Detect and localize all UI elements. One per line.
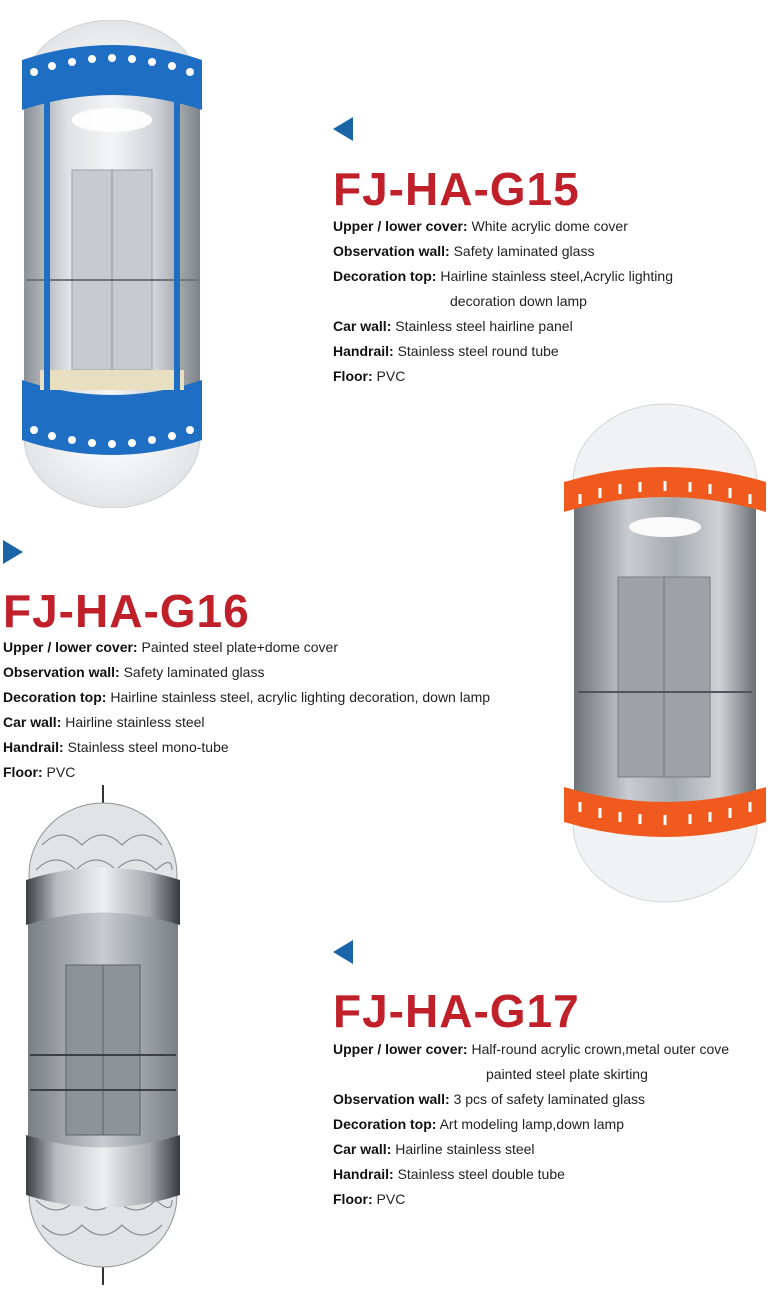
spec-label: Decoration top: [333, 1116, 437, 1132]
spec-label: Decoration top: [333, 268, 437, 284]
elevator-image-g16 [560, 402, 770, 904]
spec-value: Stainless steel double tube [397, 1166, 565, 1182]
spec-label: Upper / lower cover: [333, 218, 468, 234]
spec-list-g16 [3, 635, 490, 785]
spec-item [333, 1137, 770, 1162]
spec-label: Decoration top: [3, 689, 107, 705]
spec-value: Stainless steel round tube [397, 343, 559, 359]
spec-item [333, 1112, 770, 1137]
spec-value: Hairline stainless steel, acrylic lighting decoration, down lamp [110, 689, 491, 705]
spec-label: Observation wall: [333, 1091, 450, 1107]
spec-item [3, 710, 490, 735]
spec-value: Art modeling lamp,down lamp [439, 1116, 624, 1132]
spec-item [333, 1187, 770, 1212]
spec-item [3, 685, 490, 710]
spec-value: Safety laminated glass [123, 664, 265, 680]
spec-label: Handrail: [333, 1166, 394, 1182]
spec-label: Handrail: [333, 343, 394, 359]
spec-item [333, 214, 673, 239]
spec-value: Stainless steel hairline panel [395, 318, 573, 334]
spec-label: Car wall: [333, 318, 392, 334]
spec-item [3, 660, 490, 685]
spec-item [3, 635, 490, 660]
spec-value: 3 pcs of safety laminated glass [453, 1091, 646, 1107]
model-title-g15: FJ-HA-G15 [333, 163, 580, 215]
spec-label: Floor: [333, 1191, 373, 1207]
spec-item [333, 364, 673, 389]
spec-label: Floor: [3, 764, 43, 780]
spec-label: Upper / lower cover: [3, 639, 138, 655]
spec-item [333, 1162, 770, 1187]
spec-label: Handrail: [3, 739, 64, 755]
spec-label: Observation wall: [333, 243, 450, 259]
spec-value: Hairline stainless steel [65, 714, 205, 730]
model-title-g16: FJ-HA-G16 [3, 585, 250, 637]
spec-label: Floor: [333, 368, 373, 384]
spec-item [333, 339, 673, 364]
elevator-image-g15 [18, 20, 206, 508]
spec-item [333, 239, 673, 264]
spec-label: Upper / lower cover: [333, 1041, 468, 1057]
spec-value-continued: painted steel plate skirting [486, 1066, 648, 1082]
section-marker-g15 [333, 117, 353, 141]
spec-label: Car wall: [3, 714, 62, 730]
spec-value-continued: decoration down lamp [450, 293, 587, 309]
elevator-image-g17 [22, 785, 184, 1285]
section-marker-g16 [3, 540, 23, 564]
spec-list-g15 [333, 214, 673, 389]
spec-value: Hairline stainless steel,Acrylic lighting [440, 268, 673, 284]
spec-value: Half-round acrylic crown,metal outer cove [471, 1041, 730, 1057]
spec-value: Stainless steel mono-tube [67, 739, 229, 755]
spec-value: Painted steel plate+dome cover [141, 639, 338, 655]
spec-item [3, 735, 490, 760]
spec-value: PVC [376, 368, 406, 384]
spec-list-g17 [333, 1037, 770, 1212]
spec-value: Safety laminated glass [453, 243, 595, 259]
spec-value: Hairline stainless steel [395, 1141, 535, 1157]
spec-item [333, 314, 673, 339]
model-title-g17: FJ-HA-G17 [333, 985, 580, 1037]
spec-item [333, 1037, 770, 1087]
spec-value: White acrylic dome cover [471, 218, 628, 234]
spec-label: Car wall: [333, 1141, 392, 1157]
spec-value: PVC [376, 1191, 406, 1207]
spec-item [333, 1087, 770, 1112]
spec-value: PVC [46, 764, 76, 780]
spec-label: Observation wall: [3, 664, 120, 680]
spec-item [333, 264, 673, 314]
spec-item [3, 760, 490, 785]
section-marker-g17 [333, 940, 353, 964]
